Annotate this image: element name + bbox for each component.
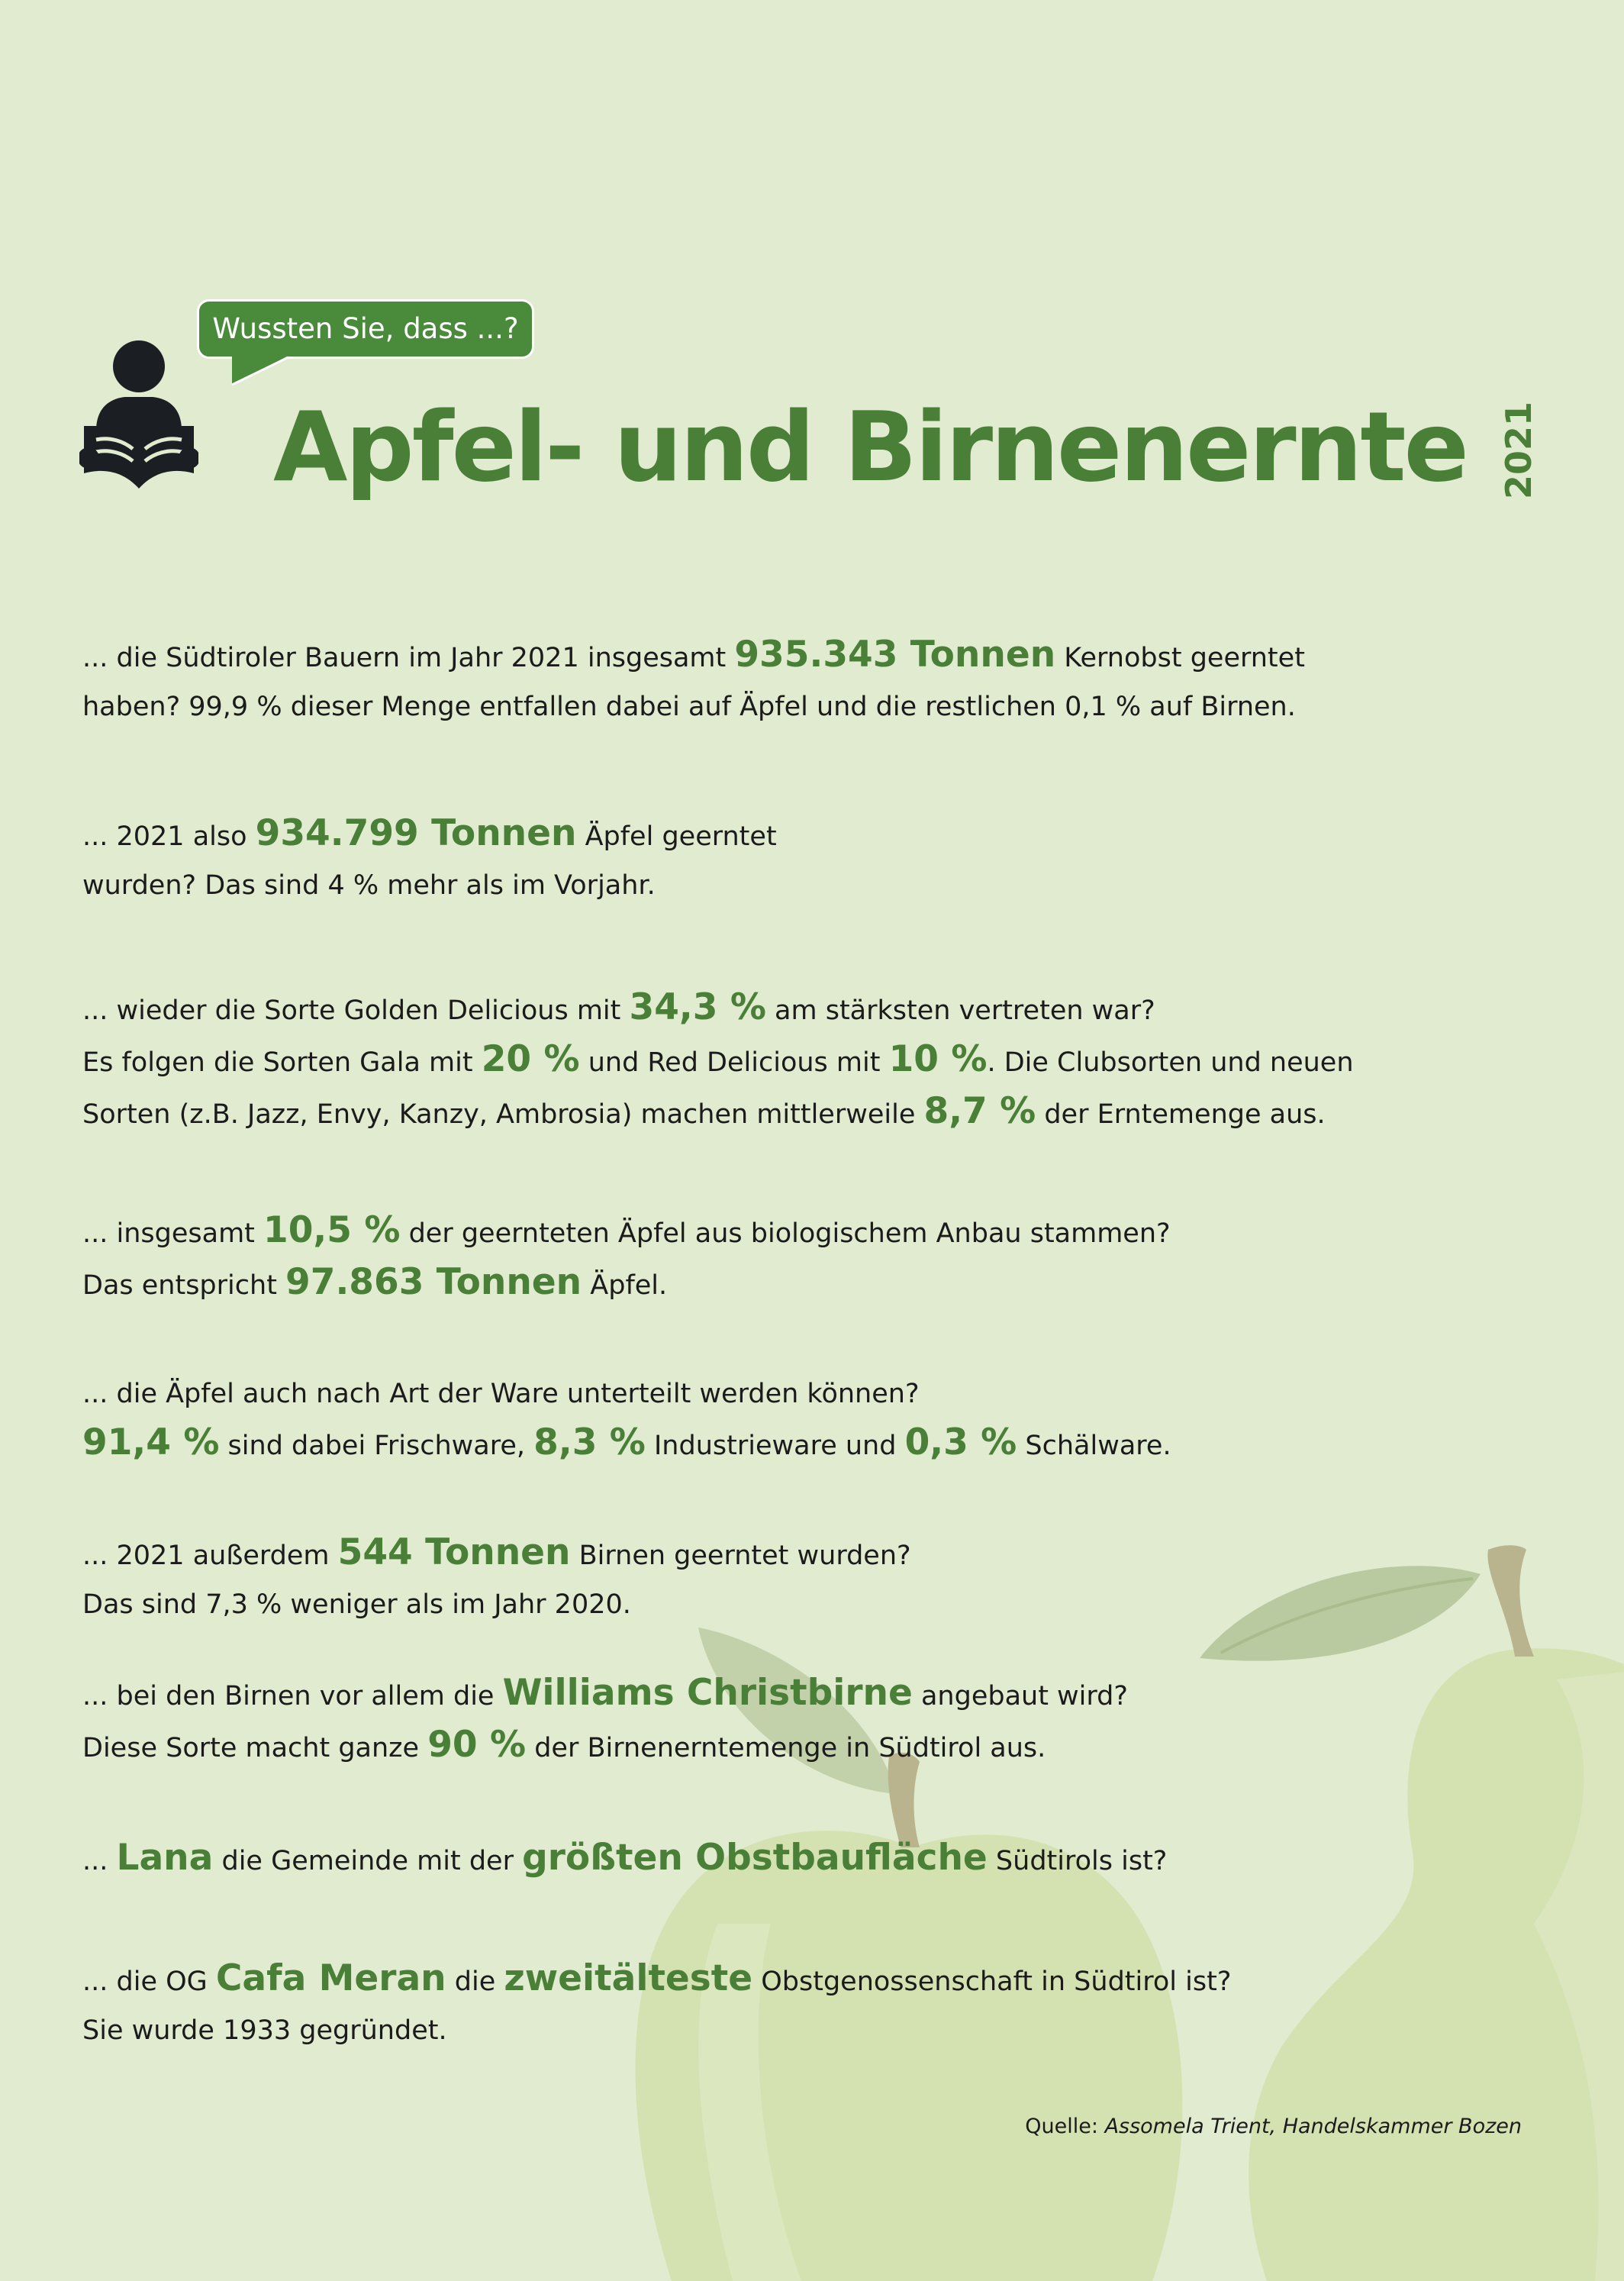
- year-label: [1498, 401, 1561, 500]
- fact-text: und Red Delicious mit: [579, 1047, 889, 1078]
- speech-bubble-tail: [230, 356, 290, 386]
- highlight-value: 935.343 Tonnen: [734, 634, 1056, 676]
- highlight-value: 934.799 Tonnen: [255, 812, 577, 854]
- fact-text: die Gemeinde mit der: [213, 1846, 523, 1876]
- fact-text: Industrieware und: [645, 1431, 905, 1461]
- fact-apple-varieties: [82, 983, 1532, 1139]
- fact-text: Äpfel geerntet: [576, 821, 777, 852]
- highlight-value: größten Obstbaufläche: [522, 1837, 988, 1879]
- fact-text: Das entspricht: [82, 1270, 286, 1301]
- fact-text: Südtirols ist?: [987, 1846, 1168, 1876]
- fact-text: ... die Südtiroler Bauern im Jahr 2021 insgesamt: [82, 643, 735, 673]
- fact-text: die: [446, 1966, 504, 1997]
- page-title: Apfel- und Birnenernte: [273, 391, 1468, 503]
- fact-text: angebaut wird?: [912, 1681, 1128, 1712]
- year-text: 2021: [1498, 401, 1539, 500]
- speech-bubble: [197, 299, 534, 359]
- fact-text: Birnen geerntet wurden?: [570, 1541, 911, 1571]
- fact-text: Obstgenossenschaft in Südtirol ist?: [752, 1966, 1232, 1997]
- fact-pear-harvest: [82, 1528, 1532, 1629]
- fact-text: der Erntemenge aus.: [1036, 1099, 1326, 1130]
- source-label: Quelle:: [1025, 2115, 1105, 2138]
- fact-apple-harvest: [82, 809, 1532, 910]
- highlight-value: 8,3 %: [533, 1421, 646, 1463]
- fact-text: ... wieder die Sorte Golden Delicious mit: [82, 995, 630, 1026]
- fact-text: Sorten (z.B. Jazz, Envy, Kanzy, Ambrosia) machen mittlerweile: [82, 1099, 924, 1130]
- highlight-value: Cafa Meran: [215, 1957, 446, 1999]
- source-names: Assomela Trient, Handelskammer Bozen: [1104, 2115, 1522, 2138]
- highlight-value: 10,5 %: [263, 1209, 401, 1251]
- fact-text: haben? 99,9 % dieser Menge entfallen dabei auf Äpfel und die restlichen 0,1 % auf Birnen.: [82, 692, 1296, 722]
- fact-goods-type: [82, 1370, 1532, 1470]
- fact-largest-area: [82, 1834, 1532, 1886]
- fact-text: . Die Clubsorten und neuen: [987, 1047, 1354, 1078]
- highlight-value: 20 %: [481, 1038, 580, 1080]
- fact-text: ... insgesamt: [82, 1218, 264, 1249]
- fact-organic: [82, 1206, 1532, 1310]
- fact-cooperative: [82, 1954, 1532, 2055]
- bubble-text: Wussten Sie, dass ...?: [212, 312, 519, 345]
- person-reading-book-icon: [79, 339, 198, 492]
- fact-text: ... die Äpfel auch nach Art der Ware unterteilt werden können?: [82, 1379, 920, 1409]
- highlight-value: 0,3 %: [904, 1421, 1017, 1463]
- fact-text: ... die OG: [82, 1966, 216, 1997]
- fact-text: Äpfel.: [582, 1270, 668, 1301]
- highlight-value: zweitälteste: [504, 1957, 753, 1999]
- highlight-value: 90 %: [427, 1724, 527, 1766]
- fact-text: Das sind 7,3 % weniger als im Jahr 2020.: [82, 1589, 631, 1620]
- highlight-value: 97.863 Tonnen: [285, 1261, 582, 1303]
- fact-text: wurden? Das sind 4 % mehr als im Vorjahr.: [82, 870, 656, 901]
- fact-pear-variety: [82, 1669, 1532, 1773]
- highlight-value: Lana: [116, 1837, 214, 1879]
- fact-text: ...: [82, 1846, 117, 1876]
- highlight-value: 34,3 %: [629, 986, 766, 1028]
- fact-text: Diese Sorte macht ganze: [82, 1733, 428, 1763]
- fact-text: Sie wurde 1933 gegründet.: [82, 2015, 447, 2046]
- fact-text: ... 2021 also: [82, 821, 256, 852]
- fact-text: ... 2021 außerdem: [82, 1541, 338, 1571]
- highlight-value: 544 Tonnen: [337, 1531, 571, 1573]
- fact-text: Es folgen die Sorten Gala mit: [82, 1047, 482, 1078]
- source-note: [1025, 2115, 1522, 2138]
- highlight-value: Williams Christbirne: [502, 1672, 913, 1714]
- highlight-value: 91,4 %: [82, 1421, 220, 1463]
- highlight-value: 10 %: [888, 1038, 988, 1080]
- fact-total-harvest: [82, 631, 1532, 731]
- fact-text: der geernteten Äpfel aus biologischem Anbau stammen?: [400, 1218, 1171, 1249]
- fact-text: Kernobst geerntet: [1055, 643, 1305, 673]
- fact-text: ... bei den Birnen vor allem die: [82, 1681, 503, 1712]
- fact-text: sind dabei Frischware,: [219, 1431, 534, 1461]
- fact-text: am stärksten vertreten war?: [765, 995, 1155, 1026]
- fact-text: der Birnenerntemenge in Südtirol aus.: [526, 1733, 1046, 1763]
- fact-text: Schälware.: [1017, 1431, 1171, 1461]
- highlight-value: 8,7 %: [923, 1090, 1036, 1132]
